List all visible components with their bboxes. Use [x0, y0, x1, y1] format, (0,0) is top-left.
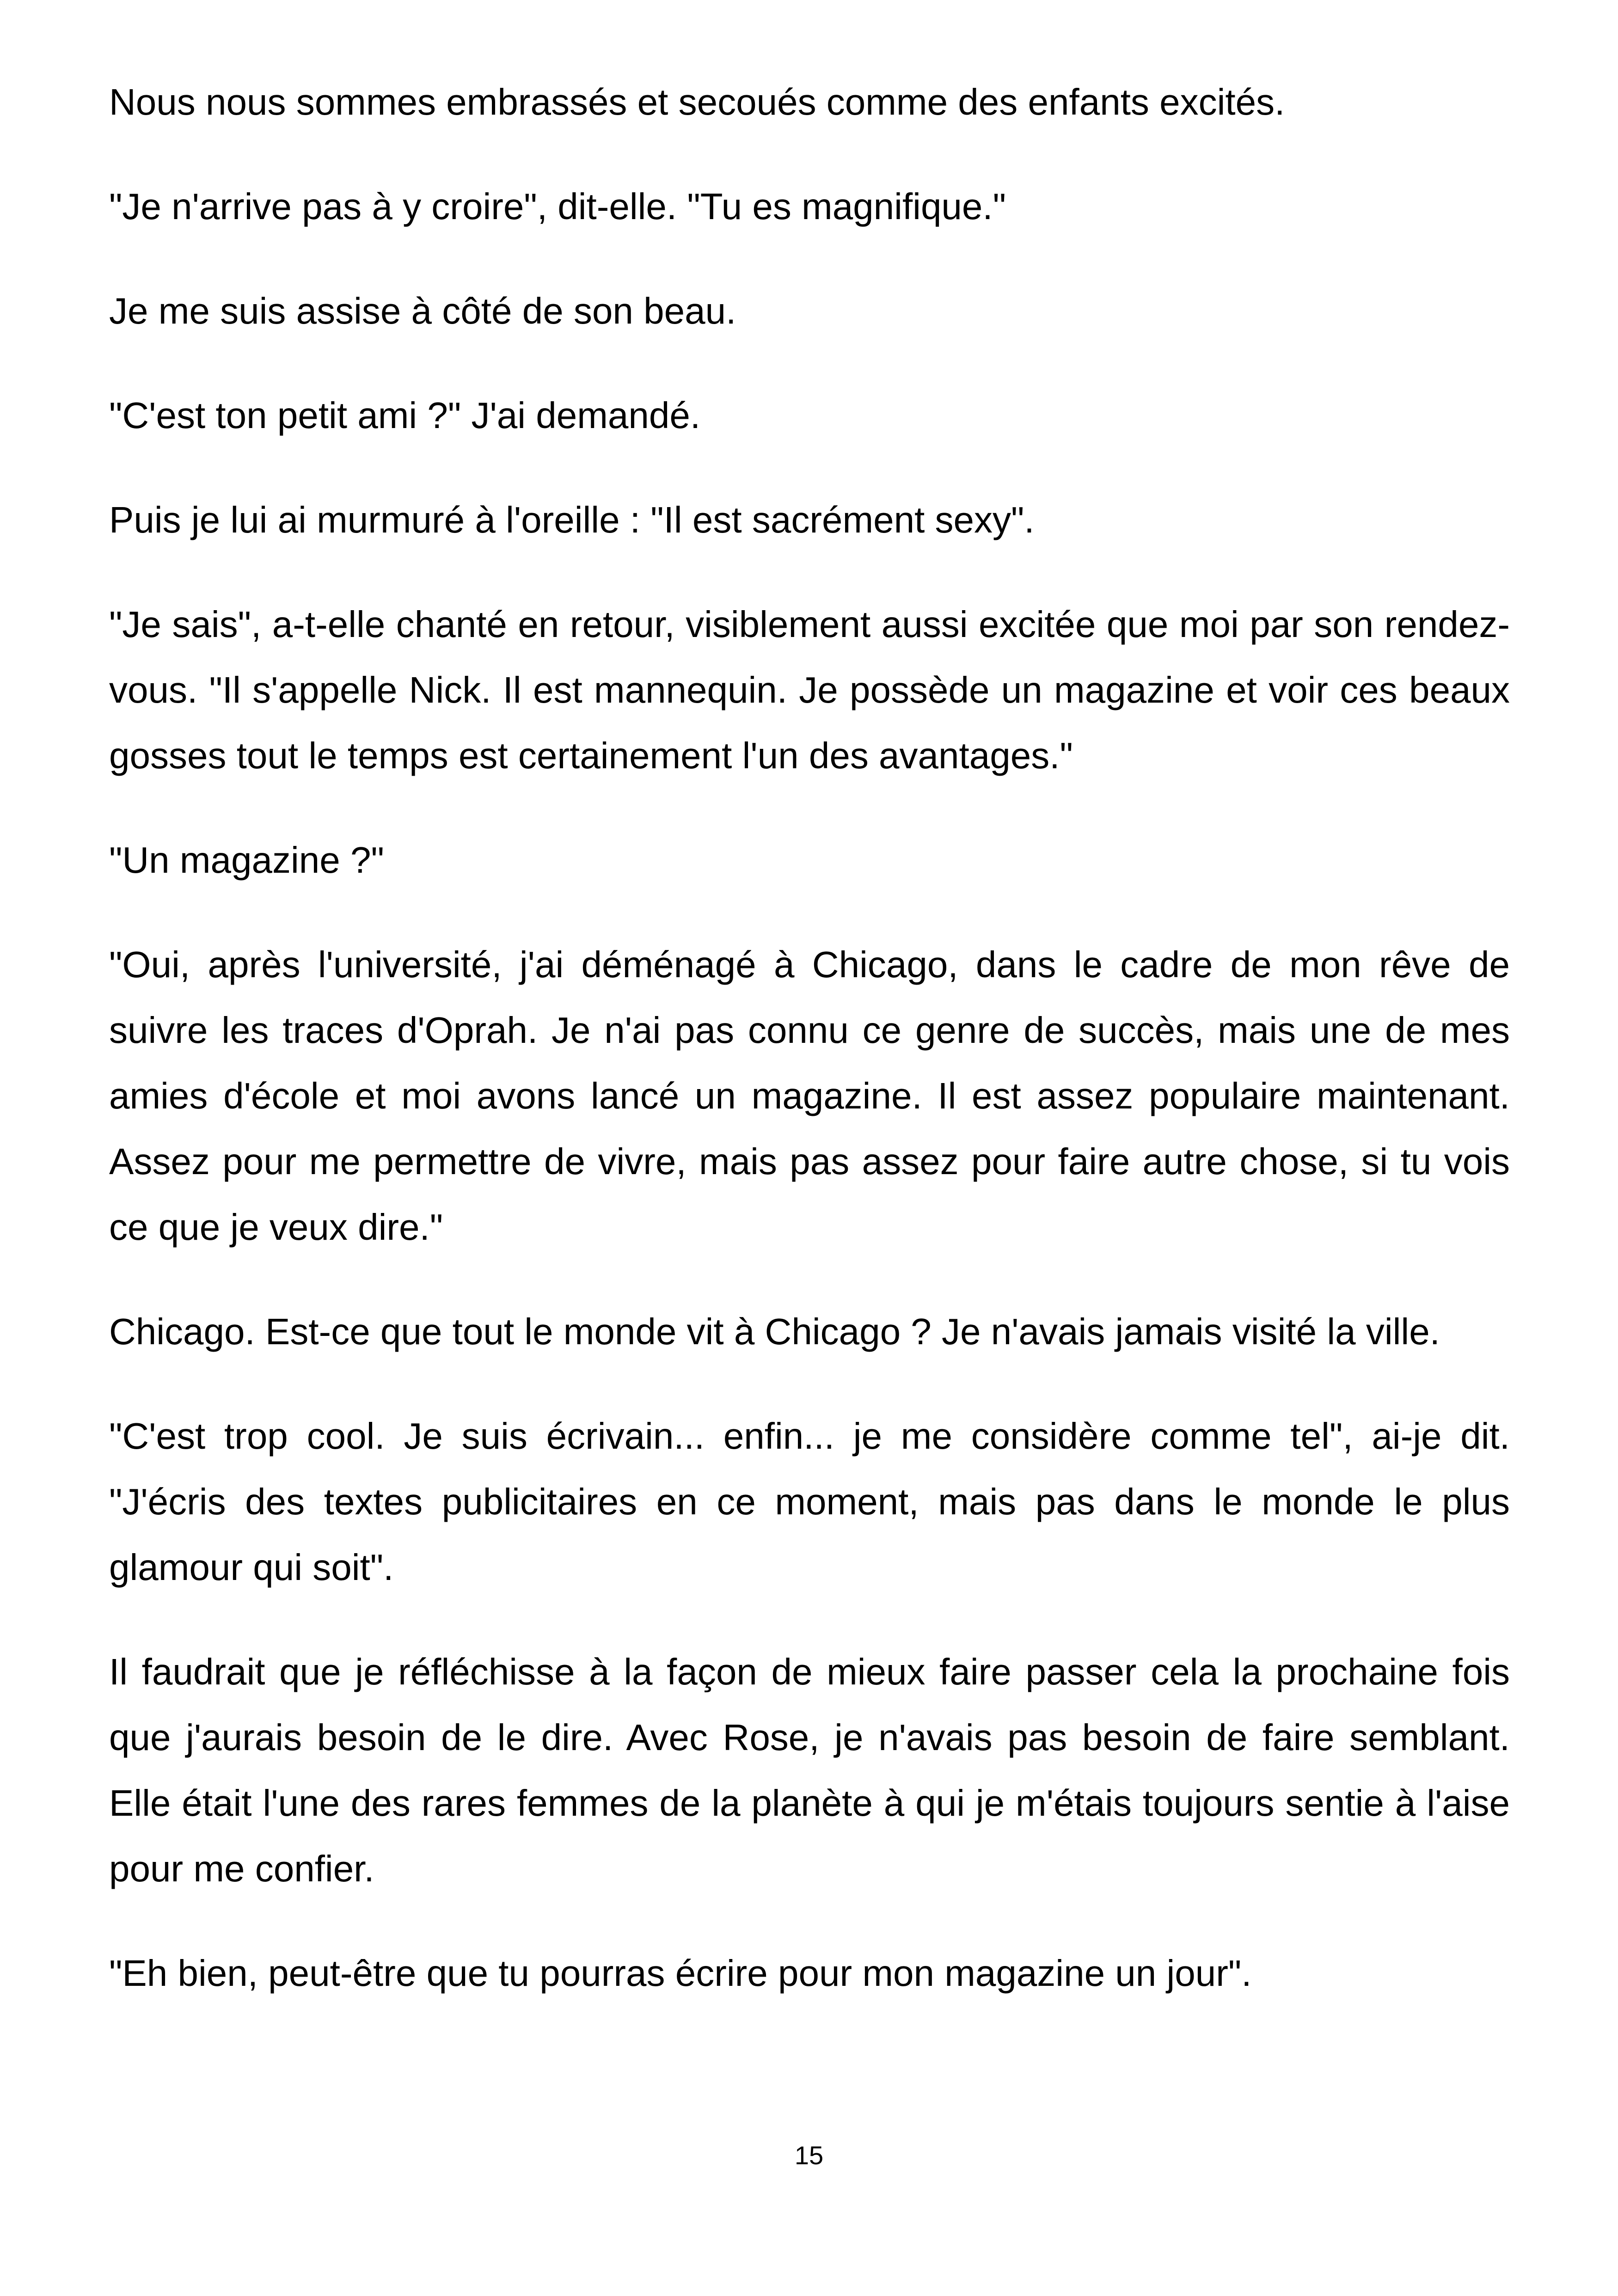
page-number: 15 — [794, 2141, 824, 2170]
paragraph-12: "Eh bien, peut-être que tu pourras écrire pour mon magazine un jour". — [109, 1953, 1252, 1994]
paragraph-1: Nous nous sommes embrassés et secoués comme des enfants excités. — [109, 81, 1285, 122]
paragraph-6: "Je sais", a-t-elle chanté en retour, visiblement aussi excitée que moi par son rendez-vous. "Il s'appelle Nick. Il est mannequin. Je possède un magazine et voir ces beaux gosses tout le temps est certainement l'un des avantages." — [109, 604, 1510, 776]
body-text — [109, 69, 1510, 2045]
paragraph-2: "Je n'arrive pas à y croire", dit-elle. "Tu es magnifique." — [109, 186, 1006, 227]
paragraph-8: "Oui, après l'université, j'ai déménagé à Chicago, dans le cadre de mon rêve de suivre les traces d'Oprah. Je n'ai pas connu ce genre de succès, mais une de mes amies d'école et moi avons lancé un magazine. Il est assez populaire maintenant. Assez pour me permettre de vivre, mais pas assez pour faire autre chose, si tu vois ce que je veux dire." — [109, 944, 1510, 1248]
paragraph-9: Chicago. Est-ce que tout le monde vit à Chicago ? Je n'avais jamais visité la ville. — [109, 1311, 1440, 1352]
paragraph-3: Je me suis assise à côté de son beau. — [109, 290, 736, 331]
paragraph-7: "Un magazine ?" — [109, 839, 384, 881]
paragraph-11: Il faudrait que je réfléchisse à la façon de mieux faire passer cela la prochaine fois que j'aurais besoin de le dire. Avec Rose, je n'avais pas besoin de faire semblant. Elle était l'une des rares femmes de la planète à qui je m'étais toujours sentie à l'aise pour me confier. — [109, 1651, 1510, 1889]
paragraph-4: "C'est ton petit ami ?" J'ai demandé. — [109, 395, 701, 436]
paragraph-10: "C'est trop cool. Je suis écrivain... enfin... je me considère comme tel", ai-je dit. "J'écris des textes publicitaires en ce moment, mais pas dans le monde le plus glamour qui soit". — [109, 1415, 1510, 1588]
paragraph-5: Puis je lui ai murmuré à l'oreille : "Il est sacrément sexy". — [109, 499, 1035, 540]
